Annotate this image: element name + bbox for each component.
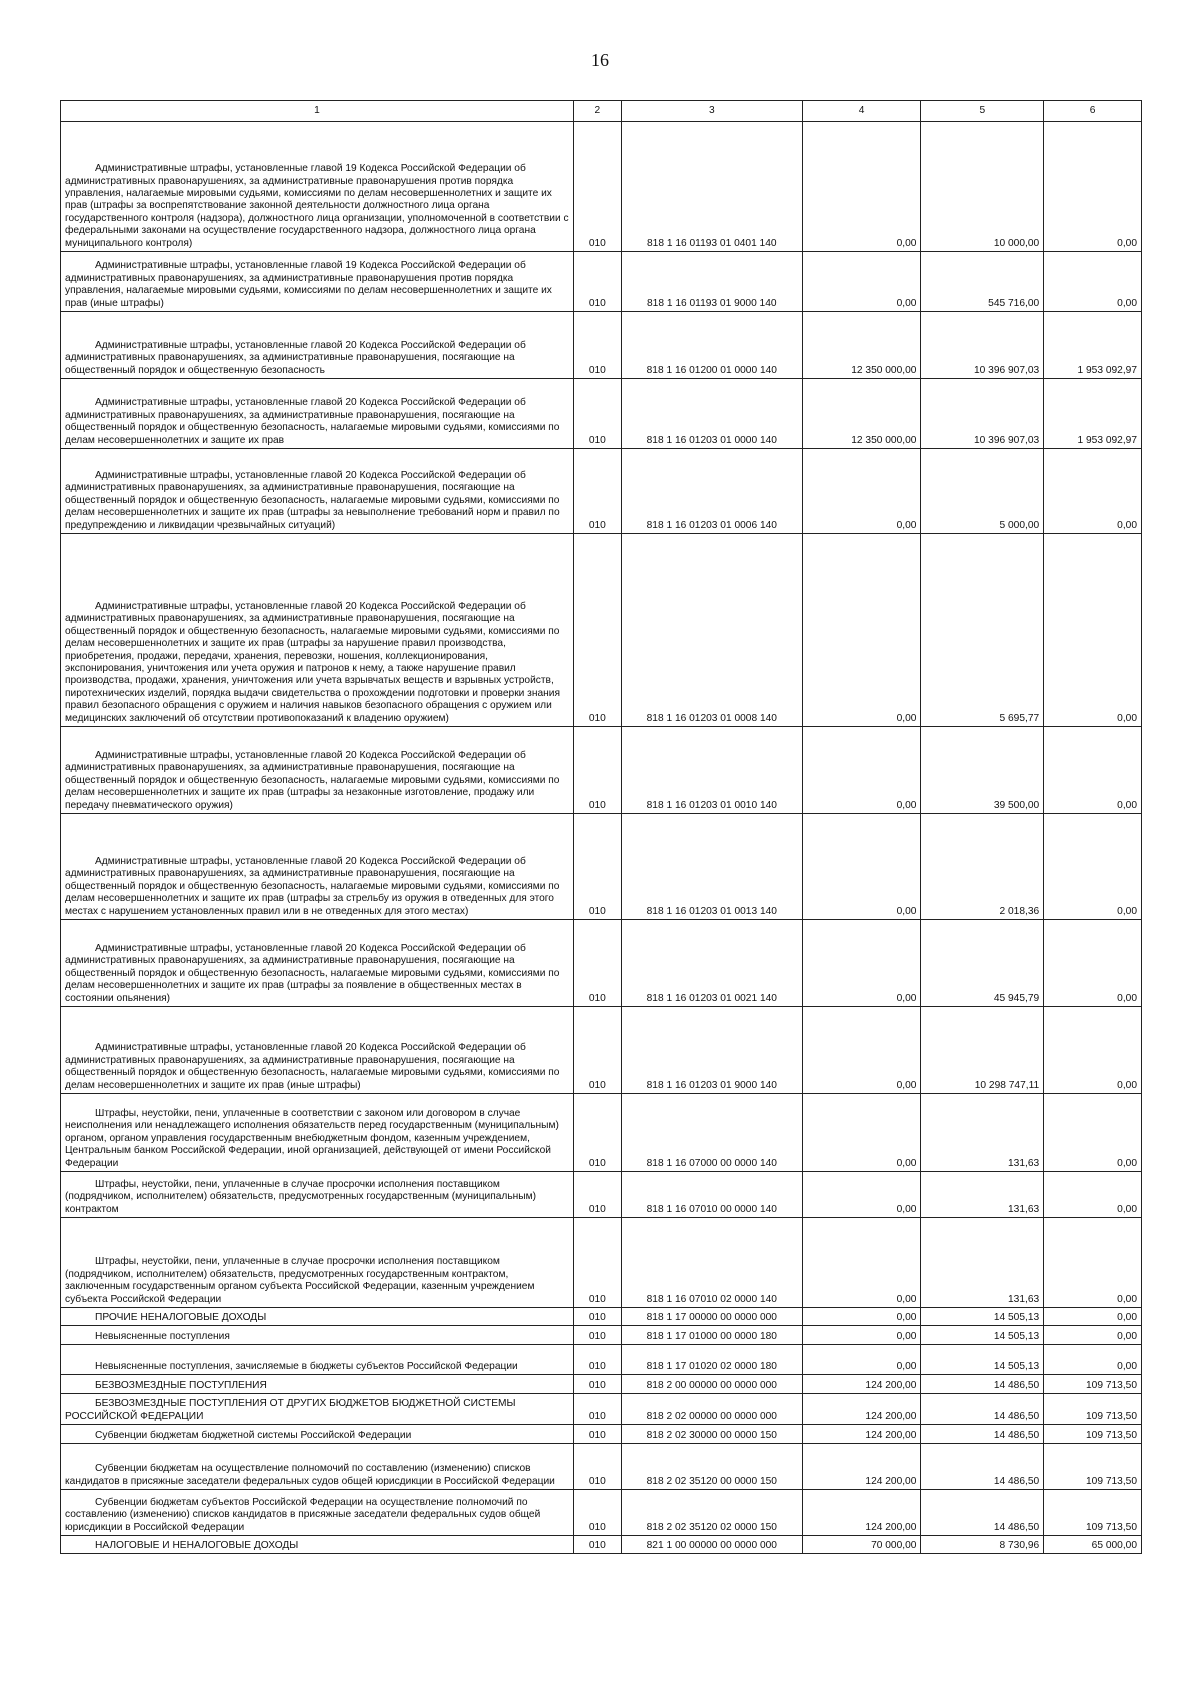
row-unexecuted-amount: 0,00 bbox=[1044, 1094, 1142, 1172]
row-approved-amount: 12 350 000,00 bbox=[802, 312, 921, 379]
table-row bbox=[61, 1444, 1142, 1490]
row-approved-amount: 124 200,00 bbox=[802, 1490, 921, 1536]
table-row bbox=[61, 1326, 1142, 1345]
row-description bbox=[61, 1218, 574, 1308]
row-description-text: ПРОЧИЕ НЕНАЛОГОВЫЕ ДОХОДЫ bbox=[95, 1311, 267, 1323]
row-executed-amount: 10 298 747,11 bbox=[921, 1007, 1044, 1094]
row-line-code: 010 bbox=[573, 1308, 621, 1326]
row-description-text: БЕЗВОЗМЕЗДНЫЕ ПОСТУПЛЕНИЯ ОТ ДРУГИХ БЮДЖЕТОВ БЮДЖЕТНОЙ СИСТЕМЫ РОССИЙСКОЙ ФЕДЕРАЦИИ bbox=[65, 1398, 516, 1422]
row-executed-amount: 131,63 bbox=[921, 1172, 1044, 1218]
row-line-code: 010 bbox=[573, 1490, 621, 1536]
row-description bbox=[61, 1007, 574, 1094]
row-executed-amount: 14 486,50 bbox=[921, 1444, 1044, 1490]
row-executed-amount: 45 945,79 bbox=[921, 920, 1044, 1007]
row-budget-code: 818 1 17 00000 00 0000 000 bbox=[621, 1308, 802, 1326]
row-line-code: 010 bbox=[573, 1007, 621, 1094]
row-description-text: Штрафы, неустойки, пени, уплаченные в случае просрочки исполнения поставщиком (подрядчиком, исполнителем) обязательств, предусмотренных государственным контрактом, заключенным государственным органом субъекта Российской Федерации, казенным учреждением субъекта Российской Федерации bbox=[65, 1256, 535, 1305]
row-budget-code: 818 1 16 01203 01 0021 140 bbox=[621, 920, 802, 1007]
row-line-code: 010 bbox=[573, 1425, 621, 1444]
row-unexecuted-amount: 0,00 bbox=[1044, 920, 1142, 1007]
row-line-code: 010 bbox=[573, 727, 621, 814]
row-executed-amount: 10 396 907,03 bbox=[921, 379, 1044, 449]
row-unexecuted-amount: 0,00 bbox=[1044, 449, 1142, 534]
row-approved-amount: 124 200,00 bbox=[802, 1425, 921, 1444]
row-executed-amount: 5 695,77 bbox=[921, 534, 1044, 727]
row-approved-amount: 124 200,00 bbox=[802, 1444, 921, 1490]
row-unexecuted-amount: 1 953 092,97 bbox=[1044, 312, 1142, 379]
table-row bbox=[61, 1394, 1142, 1425]
row-line-code: 010 bbox=[573, 449, 621, 534]
column-header: 3 bbox=[621, 101, 802, 122]
table-row bbox=[61, 1007, 1142, 1094]
row-unexecuted-amount: 1 953 092,97 bbox=[1044, 379, 1142, 449]
column-header: 4 bbox=[802, 101, 921, 122]
row-budget-code: 818 2 02 35120 00 0000 150 bbox=[621, 1444, 802, 1490]
row-description bbox=[61, 1345, 574, 1375]
row-description bbox=[61, 379, 574, 449]
row-description-text: Невыясненные поступления, зачисляемые в бюджеты субъектов Российской Федерации bbox=[95, 1360, 518, 1372]
row-approved-amount: 124 200,00 bbox=[802, 1394, 921, 1425]
revenue-table bbox=[60, 100, 1142, 1554]
table-row bbox=[61, 1490, 1142, 1536]
row-approved-amount: 0,00 bbox=[802, 534, 921, 727]
row-approved-amount: 0,00 bbox=[802, 1326, 921, 1345]
row-description bbox=[61, 252, 574, 312]
row-line-code: 010 bbox=[573, 1094, 621, 1172]
row-description-text: Административные штрафы, установленные главой 19 Кодекса Российской Федерации об административных правонарушениях, за административные правонарушения против порядка управления, налагаемые мировыми судьями, комиссиями по делам несовершеннолетних и защите их прав (иные штрафы) bbox=[65, 260, 552, 309]
row-unexecuted-amount: 0,00 bbox=[1044, 1308, 1142, 1326]
row-approved-amount: 12 350 000,00 bbox=[802, 379, 921, 449]
table-row bbox=[61, 727, 1142, 814]
row-approved-amount: 0,00 bbox=[802, 814, 921, 920]
row-budget-code: 818 2 02 00000 00 0000 000 bbox=[621, 1394, 802, 1425]
row-line-code: 010 bbox=[573, 1326, 621, 1345]
row-description bbox=[61, 1425, 574, 1444]
table-row bbox=[61, 449, 1142, 534]
table-row bbox=[61, 1308, 1142, 1326]
row-unexecuted-amount: 0,00 bbox=[1044, 1007, 1142, 1094]
row-description-text: Административные штрафы, установленные главой 20 Кодекса Российской Федерации об административных правонарушениях, за административные правонарушения, посягающие на общественный порядок и общественную безопасность, налагаемые мировыми судьями, комиссиями по делам несовершеннолетних и защите их прав (иные штрафы) bbox=[65, 1042, 560, 1091]
row-unexecuted-amount: 109 713,50 bbox=[1044, 1425, 1142, 1444]
table-row bbox=[61, 814, 1142, 920]
row-description bbox=[61, 534, 574, 727]
row-executed-amount: 10 396 907,03 bbox=[921, 312, 1044, 379]
row-line-code: 010 bbox=[573, 1218, 621, 1308]
row-line-code: 010 bbox=[573, 1172, 621, 1218]
row-budget-code: 818 2 00 00000 00 0000 000 bbox=[621, 1375, 802, 1394]
row-line-code: 010 bbox=[573, 920, 621, 1007]
row-approved-amount: 0,00 bbox=[802, 1094, 921, 1172]
column-header: 5 bbox=[921, 101, 1044, 122]
row-unexecuted-amount: 65 000,00 bbox=[1044, 1536, 1142, 1554]
row-line-code: 010 bbox=[573, 1394, 621, 1425]
column-number-row bbox=[61, 101, 1142, 122]
row-unexecuted-amount: 109 713,50 bbox=[1044, 1394, 1142, 1425]
row-line-code: 010 bbox=[573, 814, 621, 920]
row-approved-amount: 0,00 bbox=[802, 727, 921, 814]
row-description bbox=[61, 727, 574, 814]
row-line-code: 010 bbox=[573, 122, 621, 252]
row-approved-amount: 0,00 bbox=[802, 1172, 921, 1218]
table-row bbox=[61, 1536, 1142, 1554]
row-description-text: Административные штрафы, установленные главой 20 Кодекса Российской Федерации об административных правонарушениях, за административные правонарушения, посягающие на общественный порядок и общественную безопасность, налагаемые мировыми судьями, комиссиями по делам несовершеннолетних и защите их прав (штрафы за появление в общественных местах в состоянии опьянения) bbox=[65, 942, 560, 1004]
table-row bbox=[61, 252, 1142, 312]
row-line-code: 010 bbox=[573, 1536, 621, 1554]
row-line-code: 010 bbox=[573, 379, 621, 449]
row-description bbox=[61, 1094, 574, 1172]
row-approved-amount: 0,00 bbox=[802, 252, 921, 312]
row-line-code: 010 bbox=[573, 1345, 621, 1375]
row-executed-amount: 5 000,00 bbox=[921, 449, 1044, 534]
row-description-text: БЕЗВОЗМЕЗДНЫЕ ПОСТУПЛЕНИЯ bbox=[95, 1379, 267, 1391]
row-description-text: Субвенции бюджетам бюджетной системы Российской Федерации bbox=[95, 1429, 412, 1441]
row-executed-amount: 14 486,50 bbox=[921, 1425, 1044, 1444]
table-row bbox=[61, 1425, 1142, 1444]
row-approved-amount: 0,00 bbox=[802, 1345, 921, 1375]
row-budget-code: 818 1 16 07010 02 0000 140 bbox=[621, 1218, 802, 1308]
row-budget-code: 818 1 17 01020 02 0000 180 bbox=[621, 1345, 802, 1375]
row-description-text: Штрафы, неустойки, пени, уплаченные в случае просрочки исполнения поставщиком (подрядчиком, исполнителем) обязательств, предусмотренных государственным (муниципальным) контрактом bbox=[65, 1178, 537, 1215]
row-description-text: Административные штрафы, установленные главой 20 Кодекса Российской Федерации об административных правонарушениях, за административные правонарушения, посягающие на общественный порядок и общественную безопасность, налагаемые мировыми судьями, комиссиями по делам несовершеннолетних и защите их прав bbox=[65, 397, 560, 446]
row-description bbox=[61, 1394, 574, 1425]
row-line-code: 010 bbox=[573, 312, 621, 379]
row-approved-amount: 0,00 bbox=[802, 449, 921, 534]
row-budget-code: 818 1 16 01193 01 0401 140 bbox=[621, 122, 802, 252]
row-budget-code: 818 1 16 01203 01 9000 140 bbox=[621, 1007, 802, 1094]
row-executed-amount: 14 486,50 bbox=[921, 1375, 1044, 1394]
row-unexecuted-amount: 109 713,50 bbox=[1044, 1444, 1142, 1490]
row-unexecuted-amount: 0,00 bbox=[1044, 534, 1142, 727]
row-description bbox=[61, 1444, 574, 1490]
table-row bbox=[61, 534, 1142, 727]
row-description-text: Административные штрафы, установленные главой 20 Кодекса Российской Федерации об административных правонарушениях, за административные правонарушения, посягающие на общественный порядок и общественную безопасность, налагаемые мировыми судьями, комиссиями по делам несовершеннолетних и защите их прав (штрафы за стрельбу из оружия в отведенных для этого местах с нарушением установленных правил или в не отведенных для этого местах) bbox=[65, 855, 560, 917]
row-unexecuted-amount: 0,00 bbox=[1044, 1326, 1142, 1345]
row-description-text: Административные штрафы, установленные главой 19 Кодекса Российской Федерации об административных правонарушениях, за административные правонарушения против порядка управления, налагаемые мировыми судьями, комиссиями по делам несовершеннолетних и защите их прав (штрафы за воспрепятствование законной деятельности должностного лица органа государственного контроля (надзора), должностного лица организации, уполномоченной в соответствии с федеральными законами на осуществление государственного надзора, должностного лица органа муниципального контроля) bbox=[65, 163, 569, 249]
row-approved-amount: 0,00 bbox=[802, 122, 921, 252]
row-description-text: Субвенции бюджетам на осуществление полномочий по составлению (изменению) списков кандидатов в присяжные заседатели федеральных судов общей юрисдикции в Российской Федерации bbox=[65, 1463, 555, 1487]
row-budget-code: 818 1 16 01203 01 0008 140 bbox=[621, 534, 802, 727]
row-unexecuted-amount: 109 713,50 bbox=[1044, 1490, 1142, 1536]
row-description bbox=[61, 1308, 574, 1326]
table-row bbox=[61, 122, 1142, 252]
row-budget-code: 818 1 17 01000 00 0000 180 bbox=[621, 1326, 802, 1345]
row-unexecuted-amount: 0,00 bbox=[1044, 1345, 1142, 1375]
row-unexecuted-amount: 0,00 bbox=[1044, 727, 1142, 814]
row-executed-amount: 8 730,96 bbox=[921, 1536, 1044, 1554]
row-unexecuted-amount: 0,00 bbox=[1044, 122, 1142, 252]
row-description bbox=[61, 1326, 574, 1345]
row-budget-code: 818 1 16 07010 00 0000 140 bbox=[621, 1172, 802, 1218]
row-budget-code: 818 1 16 01203 01 0000 140 bbox=[621, 379, 802, 449]
table-row bbox=[61, 1218, 1142, 1308]
row-description bbox=[61, 1172, 574, 1218]
row-unexecuted-amount: 109 713,50 bbox=[1044, 1375, 1142, 1394]
row-description bbox=[61, 312, 574, 379]
column-header: 1 bbox=[61, 101, 574, 122]
row-executed-amount: 131,63 bbox=[921, 1094, 1044, 1172]
row-budget-code: 818 1 16 01203 01 0006 140 bbox=[621, 449, 802, 534]
row-unexecuted-amount: 0,00 bbox=[1044, 1172, 1142, 1218]
row-description bbox=[61, 1490, 574, 1536]
row-description-text: Административные штрафы, установленные главой 20 Кодекса Российской Федерации об административных правонарушениях, за административные правонарушения, посягающие на общественный порядок и общественную безопасность, налагаемые мировыми судьями, комиссиями по делам несовершеннолетних и защите их прав (штрафы за нарушение правил производства, приобретения, продажи, передачи, хранения, перевозки, ношения, коллекционирования, экспонирования, уничтожения или учета оружия и патронов к нему, а также нарушение правил производства, продажи, хранения, уничтожения или учета взрывчатых веществ и взрывных устройств, пиротехнических изделий, порядка выдачи свидетельства о прохождении подготовки и проверки знания правил безопасного обращения с оружием и наличия навыков безопасного обращения с оружием или медицинских заключений об отсутствии противопоказаний к владению оружием) bbox=[65, 600, 560, 724]
table-row bbox=[61, 1345, 1142, 1375]
row-budget-code: 818 2 02 35120 02 0000 150 bbox=[621, 1490, 802, 1536]
row-unexecuted-amount: 0,00 bbox=[1044, 252, 1142, 312]
page-number: 16 bbox=[591, 50, 609, 70]
row-description bbox=[61, 814, 574, 920]
row-executed-amount: 10 000,00 bbox=[921, 122, 1044, 252]
row-approved-amount: 0,00 bbox=[802, 920, 921, 1007]
row-executed-amount: 2 018,36 bbox=[921, 814, 1044, 920]
row-line-code: 010 bbox=[573, 1375, 621, 1394]
row-budget-code: 818 1 16 01203 01 0010 140 bbox=[621, 727, 802, 814]
row-description-text: Штрафы, неустойки, пени, уплаченные в соответствии с законом или договором в случае неисполнения или ненадлежащего исполнения обязательств перед государственным (муниципальным) органом, органом управления государственным внебюджетным фондом, казенным учреждением, Центральным банком Российской Федерации, иной организацией, действующей от имени Российской Федерации bbox=[65, 1107, 559, 1169]
row-description-text: Административные штрафы, установленные главой 20 Кодекса Российской Федерации об административных правонарушениях, за административные правонарушения, посягающие на общественный порядок и общественную безопасность, налагаемые мировыми судьями, комиссиями по делам несовершеннолетних и защите их прав (штрафы за невыполнение требований норм и правил по предупреждению и ликвидации чрезвычайных ситуаций) bbox=[65, 469, 560, 531]
table-row bbox=[61, 1094, 1142, 1172]
row-executed-amount: 14 505,13 bbox=[921, 1345, 1044, 1375]
row-executed-amount: 14 505,13 bbox=[921, 1326, 1044, 1345]
row-description bbox=[61, 920, 574, 1007]
row-executed-amount: 14 505,13 bbox=[921, 1308, 1044, 1326]
table-row bbox=[61, 920, 1142, 1007]
column-header: 2 bbox=[573, 101, 621, 122]
row-executed-amount: 14 486,50 bbox=[921, 1394, 1044, 1425]
row-line-code: 010 bbox=[573, 1444, 621, 1490]
row-line-code: 010 bbox=[573, 534, 621, 727]
row-description-text: Административные штрафы, установленные главой 20 Кодекса Российской Федерации об административных правонарушениях, за административные правонарушения, посягающие на общественный порядок и общественную безопасность bbox=[65, 339, 526, 376]
row-executed-amount: 14 486,50 bbox=[921, 1490, 1044, 1536]
row-line-code: 010 bbox=[573, 252, 621, 312]
row-description bbox=[61, 1375, 574, 1394]
row-budget-code: 818 1 16 01200 01 0000 140 bbox=[621, 312, 802, 379]
row-budget-code: 818 1 16 01193 01 9000 140 bbox=[621, 252, 802, 312]
row-executed-amount: 131,63 bbox=[921, 1218, 1044, 1308]
column-header: 6 bbox=[1044, 101, 1142, 122]
row-budget-code: 821 1 00 00000 00 0000 000 bbox=[621, 1536, 802, 1554]
row-approved-amount: 0,00 bbox=[802, 1218, 921, 1308]
row-description-text: НАЛОГОВЫЕ И НЕНАЛОГОВЫЕ ДОХОДЫ bbox=[95, 1539, 299, 1551]
row-description bbox=[61, 449, 574, 534]
row-description-text: Субвенции бюджетам субъектов Российской Федерации на осуществление полномочий по составлению (изменению) списков кандидатов в присяжные заседатели федеральных судов общей юрисдикции в Российской Федерации bbox=[65, 1496, 541, 1533]
row-approved-amount: 70 000,00 bbox=[802, 1536, 921, 1554]
row-unexecuted-amount: 0,00 bbox=[1044, 814, 1142, 920]
row-approved-amount: 124 200,00 bbox=[802, 1375, 921, 1394]
row-description bbox=[61, 122, 574, 252]
row-approved-amount: 0,00 bbox=[802, 1308, 921, 1326]
table-row bbox=[61, 1172, 1142, 1218]
table-row bbox=[61, 312, 1142, 379]
row-budget-code: 818 2 02 30000 00 0000 150 bbox=[621, 1425, 802, 1444]
row-description-text: Невыясненные поступления bbox=[95, 1330, 230, 1342]
table-row bbox=[61, 1375, 1142, 1394]
row-executed-amount: 545 716,00 bbox=[921, 252, 1044, 312]
row-executed-amount: 39 500,00 bbox=[921, 727, 1044, 814]
row-approved-amount: 0,00 bbox=[802, 1007, 921, 1094]
row-description bbox=[61, 1536, 574, 1554]
row-budget-code: 818 1 16 01203 01 0013 140 bbox=[621, 814, 802, 920]
row-unexecuted-amount: 0,00 bbox=[1044, 1218, 1142, 1308]
row-budget-code: 818 1 16 07000 00 0000 140 bbox=[621, 1094, 802, 1172]
table-row bbox=[61, 379, 1142, 449]
row-description-text: Административные штрафы, установленные главой 20 Кодекса Российской Федерации об административных правонарушениях, за административные правонарушения, посягающие на общественный порядок и общественную безопасность, налагаемые мировыми судьями, комиссиями по делам несовершеннолетних и защите их прав (штрафы за незаконные изготовление, продажу или передачу пневматического оружия) bbox=[65, 749, 560, 811]
